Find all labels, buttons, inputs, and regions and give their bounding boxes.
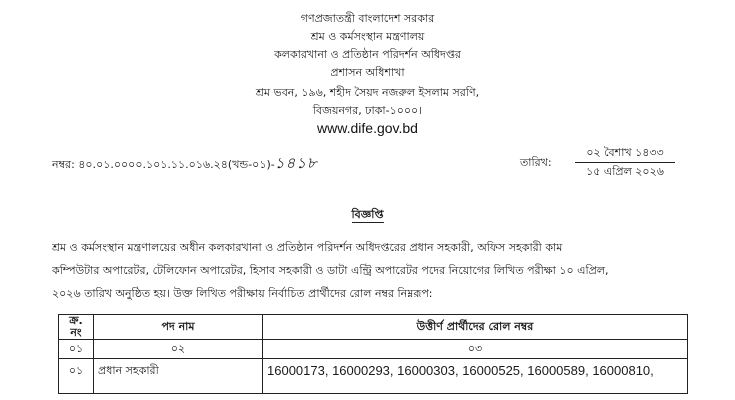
notice-body xyxy=(52,236,684,305)
notice-title-text: বিজ্ঞপ্তি xyxy=(351,208,384,221)
notice-body-line: কম্পিউটার অপারেটর, টেলিফোন অপারেটর, হিসাব সহকারী ও ডাটা এন্ট্রি অপারেটর পদের নিয়োগের লিখিত পরীক্ষা ১০ এপ্রিল, xyxy=(52,264,609,277)
header-serial: ক্র. নং xyxy=(59,315,94,340)
letterhead-ministry: শ্রম ও কর্মসংস্থান মন্ত্রণালয় xyxy=(310,30,425,43)
index-post: ০২ xyxy=(94,340,263,359)
header-post-name: পদ নাম xyxy=(94,315,263,340)
index-serial: ০১ xyxy=(59,340,94,359)
date-bangla: ০২ বৈশাখ ১৪৩৩ xyxy=(575,146,675,163)
letterhead-government: গণপ্রজাতন্ত্রী বাংলাদেশ সরকার xyxy=(300,12,435,25)
letterhead-section: প্রশাসন অধিশাখা xyxy=(330,66,405,79)
header-roll-numbers: উত্তীর্ণ প্রার্থীদের রোল নম্বর xyxy=(263,315,688,340)
letterhead-address-line1: শ্রম ভবন, ১৯৬, শহীদ সৈয়দ নজরুল ইসলাম সরণি, xyxy=(255,86,480,99)
notice-body-line: শ্রম ও কর্মসংস্থান মন্ত্রণালয়ের অধীন কলকারখানা ও প্রতিষ্ঠান পরিদর্শন অধিদপ্তরের প্রধান সহকারী, অফিস সহকারী কাম xyxy=(52,241,563,254)
reference-number xyxy=(52,156,318,172)
table-row xyxy=(59,359,688,394)
results-table xyxy=(58,314,688,394)
notice-body-line: ২০২৬ তারিখ অনুষ্ঠিত হয়। উক্ত লিখিত পরীক্ষায় নির্বাচিত প্রার্থীদের রোল নম্বর নিম্নরূপ: xyxy=(52,287,433,300)
date-block xyxy=(575,146,675,179)
letterhead-department: কলকারখানা ও প্রতিষ্ঠান পরিদর্শন অধিদপ্তর xyxy=(274,48,461,61)
row-roll-numbers: 16000173, 16000293, 16000303, 16000525, 16000589, 16000810, xyxy=(263,359,688,394)
handwritten-reference-number: ১৪১৮ xyxy=(274,154,318,172)
row-post-name: প্রধান সহকারী xyxy=(94,359,263,394)
results-table-index-row xyxy=(59,340,688,359)
results-table-header xyxy=(59,315,688,340)
date-label: তারিখ: xyxy=(520,156,552,169)
reference-label: নম্বর: ৪০.০১.০০০০.১০১.১১.০১৬.২৪(খন্ড-০১)- xyxy=(52,158,275,171)
index-rolls: ০৩ xyxy=(263,340,688,359)
letterhead-address-line2: বিজয়নগর, ঢাকা-১০০০। xyxy=(312,104,423,117)
letterhead-website: www.dife.gov.bd xyxy=(317,120,418,136)
row-serial: ০১ xyxy=(59,359,94,394)
notice-title xyxy=(0,208,735,222)
date-english: ১৫ এপ্রিল ২০২৬ xyxy=(586,165,664,178)
